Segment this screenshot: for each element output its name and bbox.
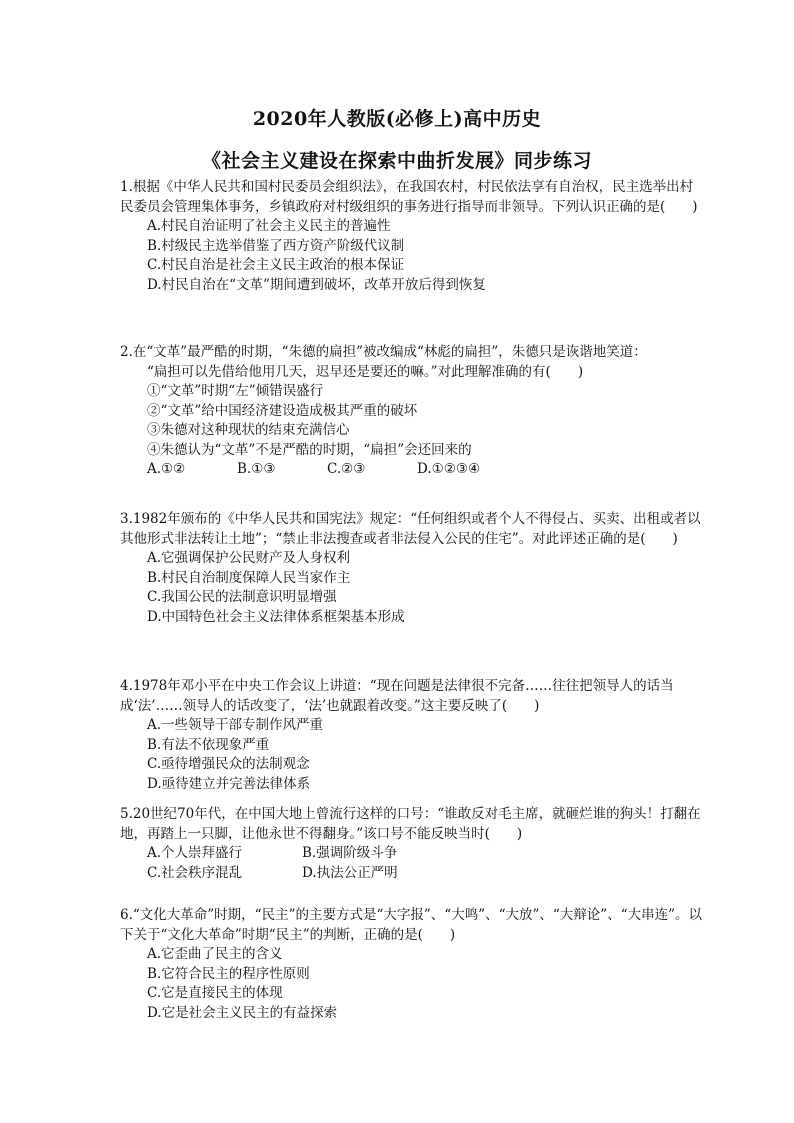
option-d: D.它是社会主义民主的有益探索 [147,1004,338,1021]
option-a: A.①② [147,461,186,477]
option-b: B.村级民主选举借鉴了西方资产阶级代议制 [147,237,405,254]
options-row [120,844,705,864]
question-stem: 3.1982年颁布的《中华人民共和国宪法》规定：“任何组织或者个人不得侵占、买卖、出租或者以其他形式非法转让土地”；“禁止非法搜查或者非法侵入公民的住宅”。对此评述正确的是( ) [120,511,701,547]
question-quote: “扁担可以先借给他用几天，迟早还是要还的嘛。”对此理解准确的有( ) [147,363,584,380]
option-b: B.有法不依现象严重 [147,736,270,753]
question-2 [120,343,705,480]
options-row [120,864,705,884]
question-stem: 2.在“文革”最严酷的时期，“朱德的扁担”被改编成“林彪的扁担”，朱德只是诙谐地笑道： [120,344,647,360]
option-a: A.它强调保护公民财产及人身权利 [147,550,351,566]
option-b: B.它符合民主的程序性原则 [147,965,310,982]
statement-2: ②“文革”给中国经济建设造成极其严重的破坏 [147,402,418,419]
question-5 [120,805,705,883]
question-3 [120,510,705,627]
statement-4: ④朱德认为“文革”不是严酷的时期，“扁担”会还回来的 [147,441,472,458]
question-stem: 6.“文化大革命”时期，“民主”的主要方式是“大字报”、“大鸣”、“大放”、“大辩论”、“大串连”。以下关于“文化大革命”时期“民主”的判断，正确的是( ) [120,907,703,943]
option-c: C.我国公民的法制意识明显增强 [147,589,337,605]
option-d: D.中国特色社会主义法律体系框架基本形成 [147,608,405,625]
option-d: D.①②③④ [417,461,481,477]
question-stem: 1.根据《中华人民共和国村民委员会组织法》，在我国农村，村民依法享有自治权，民主选举出村民委员会管理集体事务，乡镇政府对村级组织的事务进行指导而非领导。下列认识正确的是( ) [120,179,698,215]
options-row [120,460,705,480]
option-c: C.②③ [327,461,366,477]
statement-1: ①“文革”时期“左”倾错误盛行 [147,383,324,399]
option-b: B.①③ [237,461,276,477]
option-a: A.它歪曲了民主的含义 [147,946,283,962]
question-stem: 4.1978年邓小平在中央工作会议上讲道：“现在问题是法律很不完备……往往把领导人的话当成‘法’……领导人的话改变了，‘法’也就跟着改变。”这主要反映了( ) [120,678,674,714]
option-b: B.村民自治制度保障人民当家作主 [147,569,351,586]
page-subtitle: 《社会主义建设在探索中曲折发展》同步练习 [201,150,592,172]
option-d: D.村民自治在“文革”期间遭到破坏，改革开放后得到恢复 [147,276,486,293]
option-d: D.亟待建立并完善法律体系 [147,775,311,792]
page-title: 2020年人教版(必修上)高中历史 [252,108,542,130]
statement-3: ③朱德对这种现状的结束充满信心 [147,422,350,438]
question-stem: 5.20世纪70年代，在中国大地上曾流行这样的口号：“谁敢反对毛主席，就砸烂谁的狗头！打翻在地，再踏上一只脚，让他永世不得翻身。”该口号不能反映当时( ) [120,806,701,842]
option-c: C.社会秩序混乱 [147,864,243,881]
question-6 [120,906,705,1023]
option-b: B.强调阶级斗争 [302,845,398,861]
option-a: A.村民自治证明了社会主义民主的普遍性 [147,218,391,234]
option-d: D.执法公正严明 [302,864,398,881]
option-a: A.个人崇拜盛行 [147,845,243,861]
question-1 [120,178,705,295]
option-c: C.它是直接民主的体现 [147,985,283,1001]
question-4 [120,677,705,794]
option-a: A.一些领导干部专制作风严重 [147,717,324,733]
option-c: C.村民自治是社会主义民主政治的根本保证 [147,257,405,273]
option-c: C.亟待增强民众的法制观念 [147,756,310,772]
